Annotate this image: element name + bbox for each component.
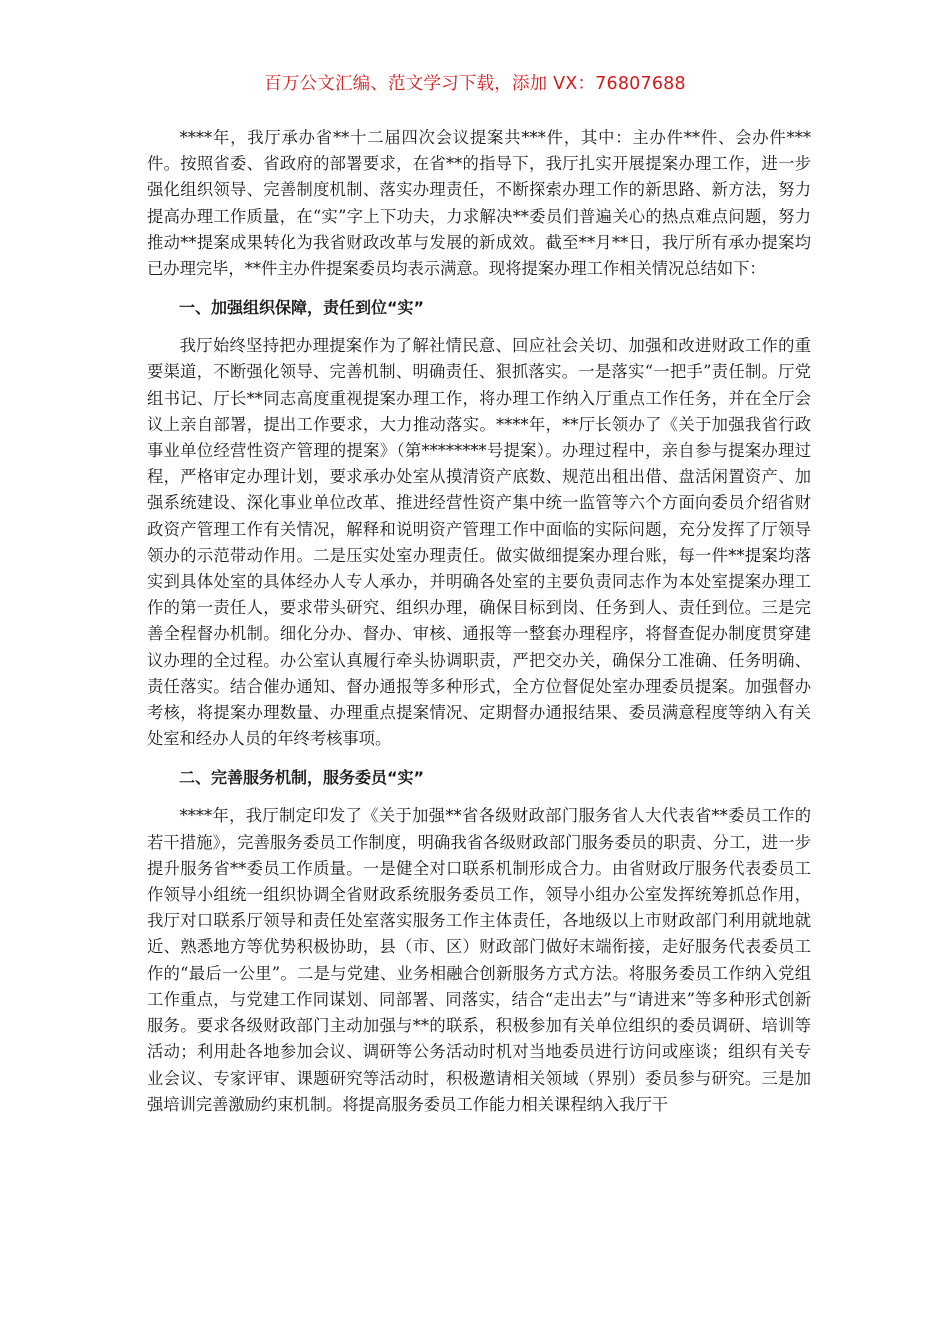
section-2-paragraph: ****年，我厅制定印发了《关于加强**省各级财政部门服务省人大代表省**委员工作的若干措施》，完善服务委员工作制度，明确我省各级财政部门服务委员的职责、分工，进一步提升服务省**委员工作质量。一是健全对口联系机制形成合力。由省财政厅服务代表委员工作领导小组统一组织协调全省财政系统服务委员工作，领导小组办公室发挥统筹抓总作用，我厅对口联系厅领导和责任处室落实服务工作主体责任，各地级以上市财政部门利用就地就近、熟悉地方等优势积极协助，县（市、区）财政部门做好末端衔接，走好服务代表委员工作的“最后一公里”。二是与党建、业务相融合创新服务方式方法。将服务委员工作纳入党组工作重点，与党建工作同谋划、同部署、同落实，结合“走出去”与“请进来”等多种形式创新服务。要求各级财政部门主动加强与**的联系，积极参加有关单位组织的委员调研、培训等活动；利用赴各地参加会议、调研等公务活动时机对当地委员进行访问或座谈；组织有关专业会议、专家评审、课题研究等活动时，积极邀请相关领域（界别）委员参与研究。三是加强培训完善激励约束机制。将提高服务委员工作能力相关课程纳入我厅干 bbox=[147, 806, 811, 1114]
document-body bbox=[147, 125, 811, 1118]
section-2-heading: 二、完善服务机制，服务委员“实” bbox=[179, 768, 425, 788]
section-1-paragraph: 我厅始终坚持把办理提案作为了解社情民意、回应社会关切、加强和改进财政工作的重要渠道，不断强化领导、完善机制、明确责任、狠抓落实。一是落实“一把手”责任制。厅党组书记、厅长**同志高度重视提案办理工作，将办理工作纳入厅重点工作任务，并在全厅会议上亲自部署，提出工作要求，大力推动落实。****年，**厅长领办了《关于加强我省行政事业单位经营性资产管理的提案》（第********号提案）。办理过程中，亲自参与提案办理过程，严格审定办理计划，要求承办处室从摸清资产底数、规范出租出借、盘活闲置资产、加强系统建设、深化事业单位改革、推进经营性资产集中统一监管等六个方面向委员介绍省财政资产管理工作有关情况，解释和说明资产管理工作中面临的实际问题，充分发挥了厅领导领办的示范带动作用。二是压实处室办理责任。做实做细提案办理台账，每一件**提案均落实到具体处室的具体经办人专人承办，并明确各处室的主要负责同志作为本处室提案办理工作的第一责任人，要求带头研究、组织办理，确保目标到岗、任务到人、责任到位。三是完善全程督办机制。细化分办、督办、审核、通报等一整套办理程序，将督查促办制度贯穿建议办理的全过程。办公室认真履行牵头协调职责，严把交办关，确保分工准确、任务明确、责任落实。结合催办通知、督办通报等多种形式，全方位督促处室办理委员提案。加强督办考核，将提案办理数量、办理重点提案情况、定期督办通报结果、委员满意程度等纳入有关处室和经办人员的年终考核事项。 bbox=[147, 336, 811, 749]
intro-paragraph: ****年，我厅承办省**十二届四次会议提案共***件，其中：主办件**件、会办件***件。按照省委、省政府的部署要求，在省**的指导下，我厅扎实开展提案办理工作，进一步强化组织领导、完善制度机制、落实办理责任，不断探索办理工作的新思路、新方法，努力提高办理工作质量，在“实”字上下功夫，力求解决**委员们普遍关心的热点难点问题，努力推动**提案成果转化为我省财政改革与发展的新成效。截至**月**日，我厅所有承办提案均已办理完毕，**件主办件提案委员均表示满意。现将提案办理工作相关情况总结如下： bbox=[147, 128, 811, 279]
header-banner: 百万公文汇编、范文学习下载，添加 VX：76807688 bbox=[264, 74, 686, 94]
section-1-heading: 一、加强组织保障，责任到位“实” bbox=[179, 298, 425, 318]
